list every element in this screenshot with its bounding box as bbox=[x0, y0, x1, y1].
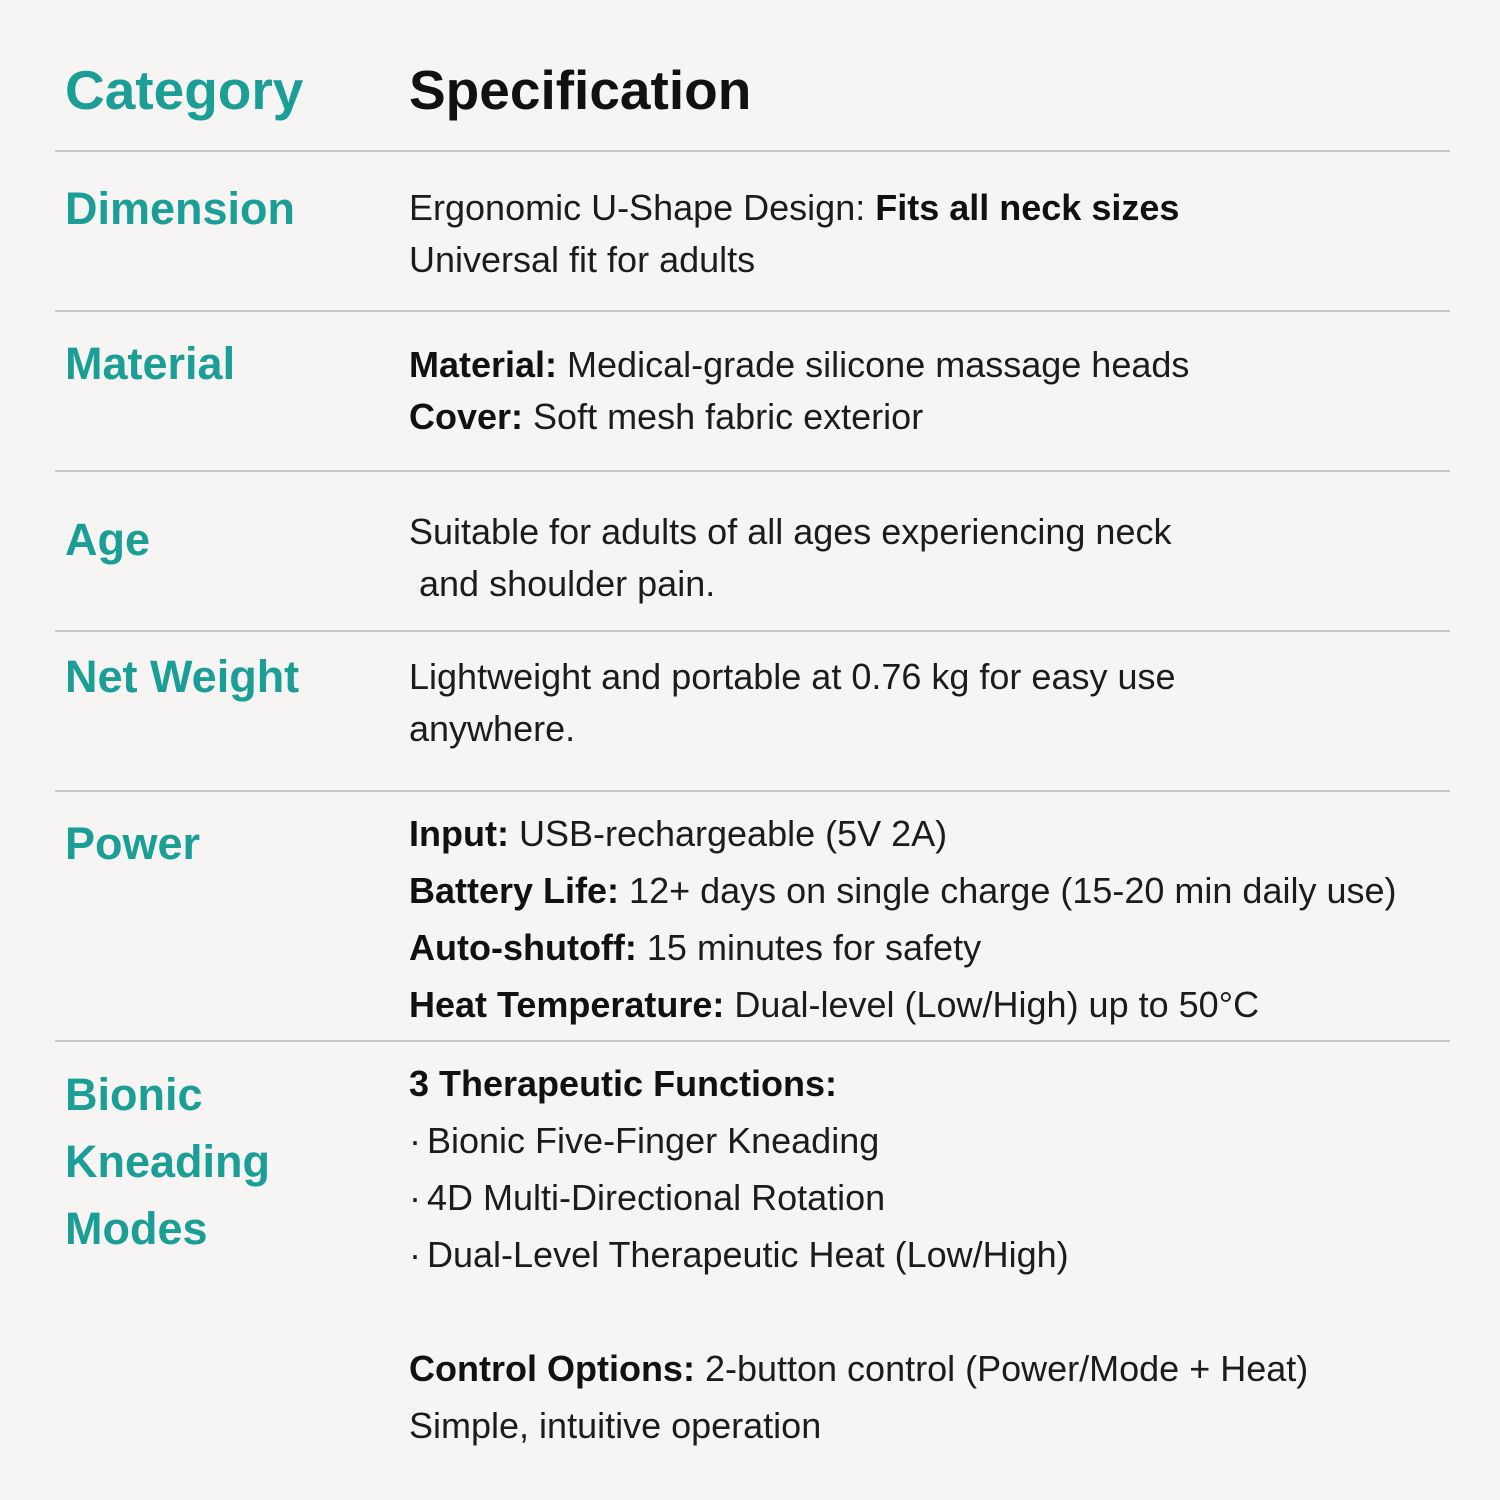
category-dimension: Dimension bbox=[65, 183, 296, 234]
spec-power bbox=[409, 805, 1397, 1033]
spec-line: Suitable for adults of all ages experiencing neck bbox=[409, 511, 1172, 552]
category-bionic-kneading-modes bbox=[65, 1061, 270, 1262]
spacer bbox=[409, 1283, 1308, 1340]
spec-line bbox=[409, 182, 1179, 234]
category-line: Bionic bbox=[65, 1069, 203, 1120]
list-item bbox=[409, 1169, 1308, 1226]
spec-highlight: Fits all neck sizes bbox=[875, 187, 1180, 228]
spec-line bbox=[409, 339, 1189, 391]
spec-line bbox=[409, 976, 1397, 1033]
spec-label: Battery Life: bbox=[409, 870, 620, 911]
spec-net-weight bbox=[409, 651, 1176, 755]
category-material: Material bbox=[65, 338, 236, 389]
spec-age bbox=[409, 506, 1171, 610]
category-age: Age bbox=[65, 514, 151, 565]
spec-text: Medical-grade silicone massage heads bbox=[557, 344, 1190, 385]
category-line: Kneading bbox=[65, 1136, 271, 1187]
category-column-header: Category bbox=[65, 59, 304, 121]
spec-text: USB-rechargeable (5V 2A) bbox=[508, 813, 948, 854]
spec-text: 15 minutes for safety bbox=[636, 927, 982, 968]
spec-text: 2-button control (Power/Mode + Heat) bbox=[694, 1348, 1309, 1389]
spec-label: Material: bbox=[409, 344, 558, 385]
category-line: Modes bbox=[65, 1203, 208, 1254]
divider bbox=[55, 630, 1450, 632]
divider bbox=[55, 470, 1450, 472]
spec-line: and shoulder pain. bbox=[409, 563, 716, 604]
divider bbox=[55, 1040, 1450, 1042]
spec-text: Ergonomic U-Shape Design: bbox=[409, 187, 876, 228]
spec-line: anywhere. bbox=[409, 708, 576, 749]
spec-text: 12+ days on single charge (15-20 min daily use) bbox=[619, 870, 1397, 911]
spec-text: Soft mesh fabric exterior bbox=[523, 396, 924, 437]
functions-heading: 3 Therapeutic Functions: bbox=[409, 1063, 838, 1104]
divider bbox=[55, 310, 1450, 312]
bullet-icon: · bbox=[409, 1177, 421, 1218]
spec-label: Input: bbox=[409, 813, 509, 854]
list-item bbox=[409, 1226, 1308, 1283]
spec-modes bbox=[409, 1055, 1308, 1454]
spec-material bbox=[409, 339, 1189, 443]
spec-line bbox=[409, 1055, 1308, 1112]
divider bbox=[55, 790, 1450, 792]
spec-label: Cover: bbox=[409, 396, 524, 437]
spec-line bbox=[409, 919, 1397, 976]
function-label: Dual-Level Therapeutic Heat (Low/High) bbox=[427, 1234, 1069, 1275]
spec-line bbox=[409, 805, 1397, 862]
spec-line bbox=[409, 1340, 1308, 1397]
bullet-icon: · bbox=[409, 1234, 421, 1275]
specification-column-header: Specification bbox=[409, 59, 752, 121]
spec-label: Control Options: bbox=[409, 1348, 695, 1389]
function-label: 4D Multi-Directional Rotation bbox=[427, 1177, 886, 1218]
spec-line bbox=[409, 862, 1397, 919]
spec-line: Simple, intuitive operation bbox=[409, 1405, 822, 1446]
spec-line bbox=[409, 391, 1189, 443]
spec-label: Heat Temperature: bbox=[409, 984, 725, 1025]
divider bbox=[55, 150, 1450, 152]
list-item bbox=[409, 1112, 1308, 1169]
bullet-icon: · bbox=[409, 1120, 421, 1161]
category-power: Power bbox=[65, 818, 201, 869]
spec-text: Dual-level (Low/High) up to 50°C bbox=[724, 984, 1260, 1025]
category-net-weight: Net Weight bbox=[65, 651, 300, 702]
spec-line: Universal fit for adults bbox=[409, 239, 756, 280]
spec-line: Lightweight and portable at 0.76 kg for easy use bbox=[409, 656, 1176, 697]
spec-dimension bbox=[409, 182, 1179, 286]
function-label: Bionic Five-Finger Kneading bbox=[427, 1120, 880, 1161]
spec-label: Auto-shutoff: bbox=[409, 927, 637, 968]
